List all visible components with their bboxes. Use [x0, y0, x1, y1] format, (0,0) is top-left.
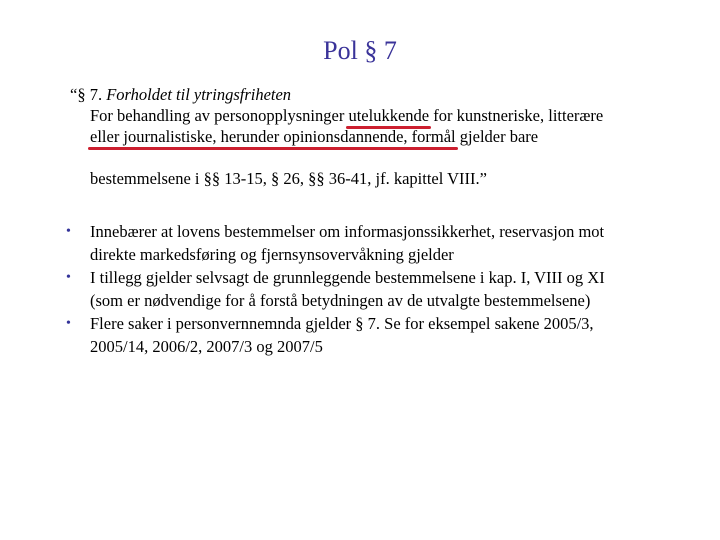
bullet-text-line: Innebærer at lovens bestemmelser om informasjonssikkerhet, reservasjon mot — [90, 222, 605, 241]
highlighted-text: utelukkende — [348, 106, 430, 125]
quote-tail: bestemmelsene i §§ 13-15, § 26, §§ 36-41, jf. kapittel VIII.” — [90, 169, 487, 188]
bullet-icon: • — [66, 270, 71, 285]
bullet-text-line: Flere saker i personvernnemnda gjelder § 7. Se for eksempel sakene 2005/3, — [90, 314, 594, 333]
list-item — [66, 220, 666, 266]
highlighted-text: eller journalistiske, herunder opinionsdannende, formål — [90, 127, 456, 146]
quote-text: for kunstneriske, litterære — [429, 106, 604, 125]
section-number: “§ 7. — [70, 85, 103, 104]
red-underline — [88, 147, 458, 150]
quote-line-1 — [90, 105, 690, 126]
bullet-list — [66, 220, 666, 358]
list-item — [66, 312, 666, 358]
law-quote — [70, 84, 690, 189]
bullet-text-line: direkte markedsføring og fjernsynsovervåkning gjelder — [90, 245, 454, 264]
highlighted-phrase — [348, 105, 429, 126]
quote-body — [70, 105, 690, 147]
highlighted-phrase — [90, 126, 456, 147]
bullet-icon: • — [66, 224, 71, 239]
slide-title: Pol § 7 — [323, 36, 397, 65]
quote-text: For behandling av personopplysninger — [90, 106, 349, 125]
quote-line-2 — [90, 126, 690, 147]
section-heading: Forholdet til ytringsfriheten — [106, 85, 292, 104]
bullet-text-line: 2005/14, 2006/2, 2007/3 og 2007/5 — [90, 337, 323, 356]
bullet-text-line: I tillegg gjelder selvsagt de grunnleggende bestemmelsene i kap. I, VIII og XI — [90, 268, 605, 287]
bullet-text-line: (som er nødvendige for å forstå betydningen av de utvalgte bestemmelsene) — [90, 291, 591, 310]
list-item — [66, 266, 666, 312]
quote-heading-line — [70, 84, 690, 105]
bullet-icon: • — [66, 316, 71, 331]
quote-text: gjelder bare — [455, 127, 539, 146]
